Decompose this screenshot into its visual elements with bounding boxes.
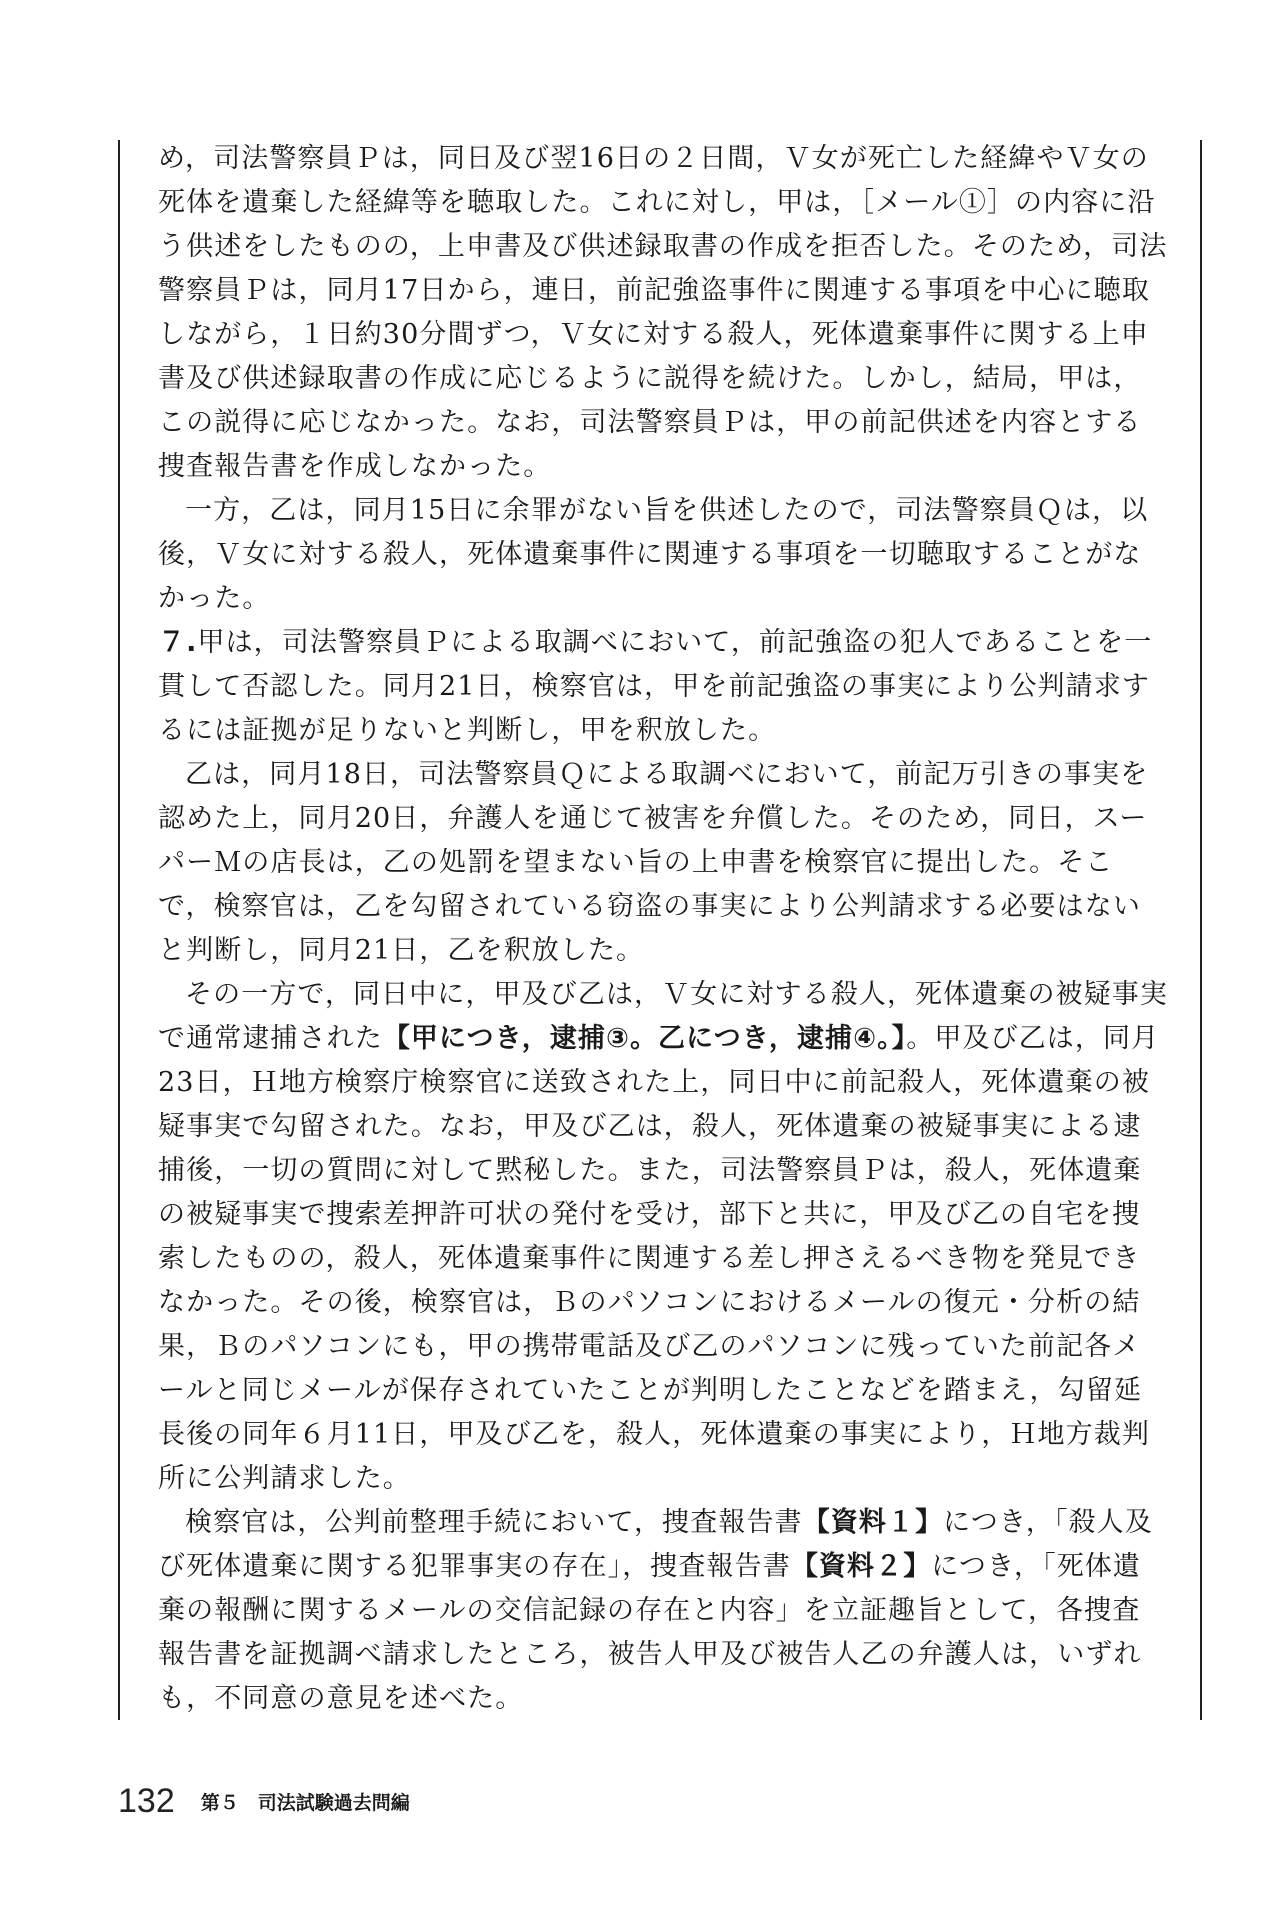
- paragraph-6-text-b: につき，「殺人及び死体遺棄に関する犯罪事実の存在」，捜査報告書: [158, 1507, 1153, 1582]
- paragraph-5: [158, 973, 1168, 1501]
- paragraph-4: 乙は，同月18日，司法警察員Ｑによる取調べにおいて，前記万引きの事実を認めた上，同月20日，弁護人を通じて被害を弁償した。そのため，同日，スーパーＭの店長は，乙の処罰を望まない旨の上申書を検察官に提出した。そこで，検察官は，乙を勾留されている窃盗の事実により公判請求する必要はないと判断し，同月21日，乙を釈放した。: [158, 759, 1149, 966]
- arrest-note: 【甲につき，逮捕③。乙につき，逮捕④。】: [382, 1023, 907, 1054]
- paragraph-6-text-c: につき，「死体遺棄の報酬に関するメールの交信記録の存在と内容」を立証趣旨として，各捜査報告書を証拠調べ請求したところ，被告人甲及び被告人乙の弁護人は，いずれも，不同意の意見を述べた。: [158, 1551, 1142, 1714]
- material-1-ref: 【資料１】: [802, 1507, 944, 1538]
- paragraph-6: [158, 1501, 1168, 1721]
- material-2-ref: 【資料２】: [790, 1551, 932, 1582]
- page-number: 132: [118, 1782, 175, 1820]
- item-number: ７.: [158, 627, 198, 658]
- page-footer: [118, 1782, 410, 1822]
- paragraph-2: 一方，乙は，同月15日に余罪がない旨を供述したので，司法警察員Ｑは，以後，Ｖ女に対する殺人，死体遺棄事件に関連する事項を一切聴取することがなかった。: [158, 495, 1149, 614]
- paragraph-3: [158, 621, 1168, 753]
- paragraph-5-text-b: 。甲及び乙は，同月23日，Ｈ地方検察庁検察官に送致された上，同日中に前記殺人，死体遺棄の被疑事実で勾留された。なお，甲及び乙は，殺人，死体遺棄の被疑事実による逮捕後，一切の質問に対して黙秘した。また，司法警察員Ｐは，殺人，死体遺棄の被疑事実で捜索差押許可状の発付を受け，部下と共に，甲及び乙の自宅を捜索したものの，殺人，死体遺棄事件に関連する差し押さえるべき物を発見できなかった。その後，検察官は，Ｂのパソコンにおけるメールの復元・分析の結果，Ｂのパソコンにも，甲の携帯電話及び乙のパソコンに残っていた前記各メールと同じメールが保存されていたことが判明したことなどを踏まえ，勾留延長後の同年６月11日，甲及び乙を，殺人，死体遺棄の事実により，Ｈ地方裁判所に公判請求した。: [158, 1023, 1160, 1494]
- body-text: [158, 137, 1168, 1721]
- paragraph-6-text-a: 検察官は，公判前整理手続において，捜査報告書: [185, 1507, 803, 1538]
- paragraph-3-text: 甲は，司法警察員Ｐによる取調べにおいて，前記強盗の犯人であることを一貫して否認した。同月21日，検察官は，甲を前記強盗の事実により公判請求するには証拠が足りないと判断し，甲を釈放した。: [158, 627, 1153, 746]
- paragraph-1: め，司法警察員Ｐは，同日及び翌16日の２日間，Ｖ女が死亡した経緯やＶ女の死体を遺棄した経緯等を聴取した。これに対し，甲は，［メール①］の内容に沿う供述をしたものの，上申書及び供述録取書の作成を拒否した。そのため，司法警察員Ｐは，同月17日から，連日，前記強盗事件に関連する事項を中心に聴取しながら，１日約30分間ずつ，Ｖ女に対する殺人，死体遺棄事件に関する上申書及び供述録取書の作成に応じるように説得を続けた。しかし，結局，甲は，この説得に応じなかった。なお，司法警察員Ｐは，甲の前記供述を内容とする捜査報告書を作成しなかった。: [158, 143, 1168, 482]
- paragraph-5-text-a: その一方で，同日中に，甲及び乙は，Ｖ女に対する殺人，死体遺棄の被疑事実で通常逮捕された: [158, 979, 1168, 1054]
- section-title: 第５ 司法試験過去問編: [200, 1792, 410, 1814]
